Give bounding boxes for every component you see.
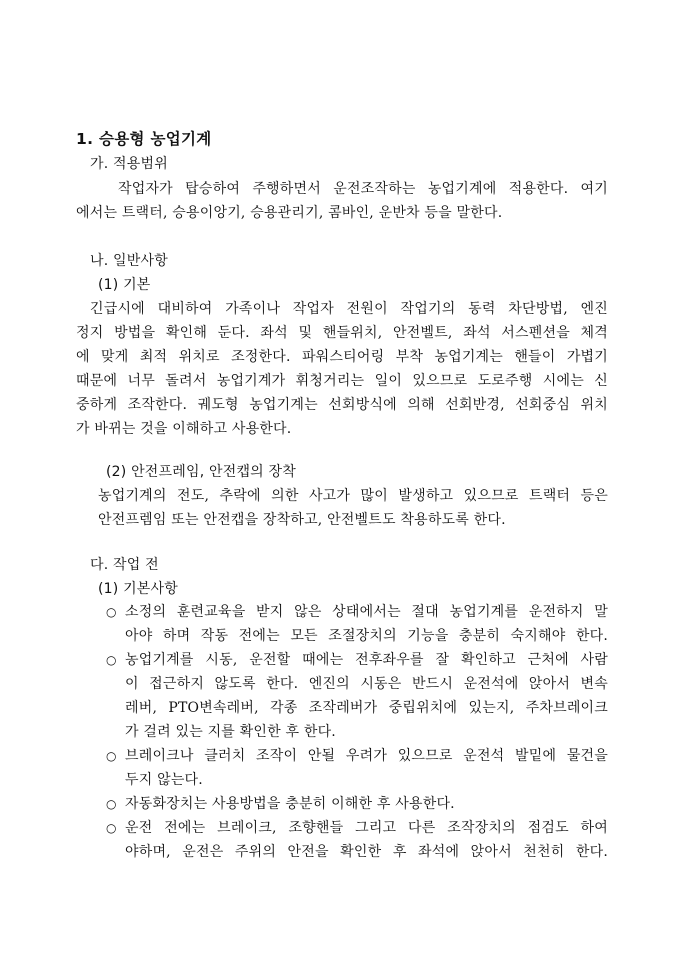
paragraph-line: 작업자가 탑승하여 주행하면서 운전조작하는 농업기계에 적용한다. 여기: [118, 181, 608, 197]
list-item-line: 소정의 훈련교육을 받지 않은 상태에서는 절대 농업기계를 운전하지 말: [125, 604, 608, 620]
subsection-basics-heading: (1) 기본사항: [98, 581, 178, 597]
list-item-line: 야하며, 운전은 주위의 안전을 확인한 후 좌석에 앉아서 천천히 한다.: [125, 844, 608, 860]
list-item-line: 아야 하며 작동 전에는 모든 조절장치의 기능을 충분히 숙지해야 한다.: [125, 628, 608, 644]
paragraph-line: 정지 방법을 확인해 둔다. 좌석 및 핸들위치, 안전벨트, 좌석 서스펜션을 체격: [76, 325, 608, 341]
subsection-safety-frame-heading: (2) 안전프레임, 안전캡의 장착: [106, 464, 296, 480]
section-ga-heading: 가. 적용범위: [90, 156, 168, 172]
list-item-line: 운전 전에는 브레이크, 조향핸들 그리고 다른 조작장치의 점검도 하여: [125, 820, 608, 836]
paragraph-line: 에 맞게 최적 위치로 조정한다. 파워스티어링 부착 농업기계는 핸들이 가볍기: [76, 349, 608, 365]
section-na-heading: 나. 일반사항: [90, 253, 168, 269]
list-item-line: 이 접근하지 않도록 한다. 엔진의 시동은 반드시 운전석에 앉아서 변속: [125, 676, 608, 692]
list-item-line: 자동화장치는 사용방법을 충분히 이해한 후 사용한다.: [125, 796, 455, 812]
bullet-circle-icon: ○: [106, 749, 117, 763]
paragraph-line: 안전프렘임 또는 안전캡을 장착하고, 안전벨트도 착용하도록 한다.: [98, 512, 506, 528]
list-item-line: 레버, PTO변속레버, 각종 조작레버가 중립위치에 있는지, 주차브레이크: [125, 700, 608, 716]
paragraph-line: 긴급시에 대비하여 가족이나 작업자 전원이 작업기의 동력 차단방법, 엔진: [90, 301, 608, 317]
subsection-basic-heading: (1) 기본: [98, 277, 151, 293]
bullet-circle-icon: ○: [106, 821, 117, 835]
bullet-circle-icon: ○: [106, 797, 117, 811]
bullet-circle-icon: ○: [106, 653, 117, 667]
list-item-line: 두지 않는다.: [125, 772, 203, 788]
bullet-circle-icon: ○: [106, 605, 117, 619]
paragraph-line: 가 바뀌는 것을 이해하고 사용한다.: [76, 421, 292, 437]
list-item-line: 농업기계를 시동, 운전할 때에는 전후좌우를 잘 확인하고 근처에 사람: [125, 652, 608, 668]
list-item-line: 가 걸려 있는 지를 확인한 후 한다.: [125, 724, 336, 740]
section-da-heading: 다. 작업 전: [90, 557, 159, 573]
paragraph-line: 농업기계의 전도, 추락에 의한 사고가 많이 발생하고 있으므로 트랙터 등은: [98, 488, 608, 504]
list-item-line: 브레이크나 클러치 조작이 안될 우려가 있으므로 운전석 발밑에 물건을: [125, 748, 608, 764]
paragraph-line: 때문에 너무 돌려서 농업기계가 휘청거리는 일이 있으므로 도로주행 시에는 신: [76, 373, 608, 389]
section-title: 1. 승용형 농업기계: [76, 130, 212, 148]
paragraph-line: 중하게 조작한다. 궤도형 농업기계는 선회방식에 의해 선회반경, 선회중심 위치: [76, 397, 608, 413]
paragraph-line: 에서는 트랙터, 승용이앙기, 승용관리기, 콤바인, 운반차 등을 말한다.: [76, 205, 503, 221]
